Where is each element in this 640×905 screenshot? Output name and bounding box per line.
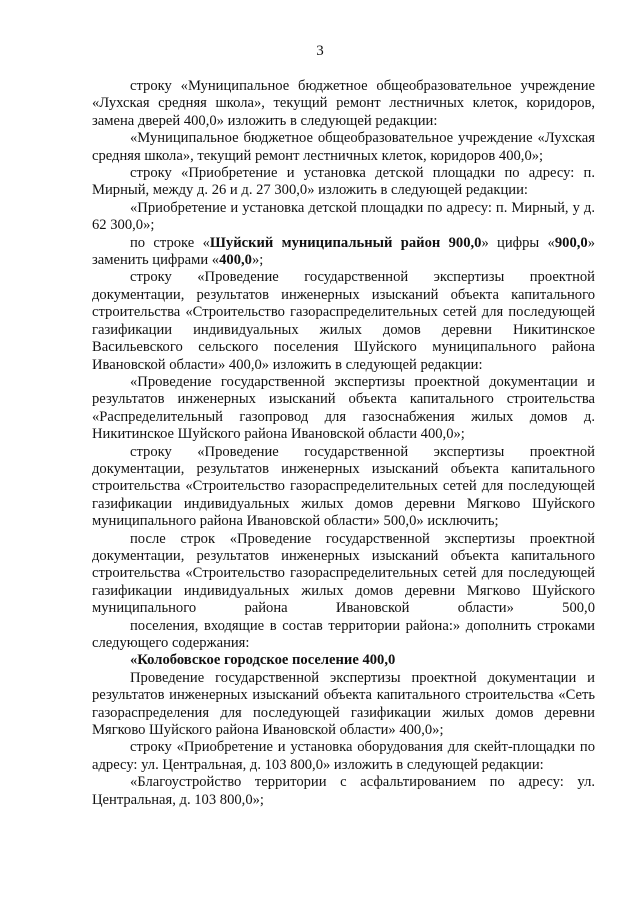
document-body bbox=[92, 78, 595, 809]
paragraph-9: после строк «Проведение государственной экспертизы проектной документации, результатов инженерных изысканий объекта капитального строительства «Строительство газораспределительных сетей для последующей газификации индивидуальных жилых домов деревни Мягково Шуйского муниципального района Ивановской области» 500,0 bbox=[92, 530, 595, 617]
mixed-part-5: » заменить цифрами « bbox=[92, 234, 595, 269]
paragraph-3: строку «Приобретение и установка детской площадки по адресу: п. Мирный, между д. 26 и д. 27 300,0» изложить в следующей редакции: bbox=[92, 165, 595, 199]
paragraph-1: строку «Муниципальное бюджетное общеобразовательное учреждение «Лухская средняя школа», текущий ремонт лестничных клеток, коридоров, замена дверей 400,0» изложить в следующей редакции: bbox=[92, 78, 595, 129]
paragraph-13: строку «Приобретение и установка оборудования для скейт-площадки по адресу: ул. Центральная, д. 103 800,0» изложить в следующей редакции: bbox=[92, 739, 595, 773]
paragraph-2: «Муниципальное бюджетное общеобразовательное учреждение «Лухская средняя школа», текущий ремонт лестничных клеток, коридоров 400,0»; bbox=[92, 130, 595, 164]
paragraph-6: строку «Проведение государственной экспертизы проектной документации, результатов инженерных изысканий объекта капитального строительства «Строительство газораспределительных сетей для последующей газификации индивидуальных жилых домов деревни Никитинское Васильевского сельского поселения Шуйского муниципального района Ивановской области» 400,0» изложить в следующей редакции: bbox=[92, 269, 595, 373]
mixed-part-2-bold: Шуйский муниципальный район 900,0 bbox=[209, 234, 482, 251]
paragraph-12: Проведение государственной экспертизы проектной документации и результатов инженерных изысканий объекта капитального строительства «Сеть газораспределения для последующей газификации жилых домов деревни Мягково Шуйского района Ивановской области» 400,0»; bbox=[92, 669, 595, 739]
section-heading: «Колобовское городское поселение 400,0 bbox=[130, 652, 396, 669]
mixed-part-4-bold: 900,0 bbox=[554, 234, 588, 251]
page-number: 3 bbox=[316, 43, 324, 59]
mixed-part-6-bold: 400,0 bbox=[219, 252, 252, 269]
paragraph-14: «Благоустройство территории с асфальтированием по адресу: ул. Центральная, д. 103 800,0»; bbox=[92, 774, 595, 808]
mixed-part-7: »; bbox=[251, 252, 264, 269]
paragraph-5-mixed bbox=[92, 235, 595, 270]
mixed-part-1: по строке « bbox=[130, 234, 210, 251]
paragraph-4: «Приобретение и установка детской площадки по адресу: п. Мирный, у д. 62 300,0»; bbox=[92, 199, 595, 234]
mixed-part-3: » цифры « bbox=[481, 234, 555, 251]
paragraph-7: «Проведение государственной экспертизы проектной документации и результатов инженерных изысканий объекта капитального строительства «Распределительный газопровод для газоснабжения жилых домов д. Никитинское Шуйского района Ивановской области 400,0»; bbox=[92, 373, 595, 443]
paragraph-10: поселения, входящие в состав территории района:» дополнить строками следующего содержания: bbox=[92, 617, 595, 651]
paragraph-8: строку «Проведение государственной экспертизы проектной документации, результатов инженерных изысканий объекта капитального строительства «Строительство газораспределительных сетей для последующей газификации индивидуальных жилых домов деревни Мягково Шуйского муниципального района Ивановской области» 500,0» исключить; bbox=[92, 443, 595, 530]
